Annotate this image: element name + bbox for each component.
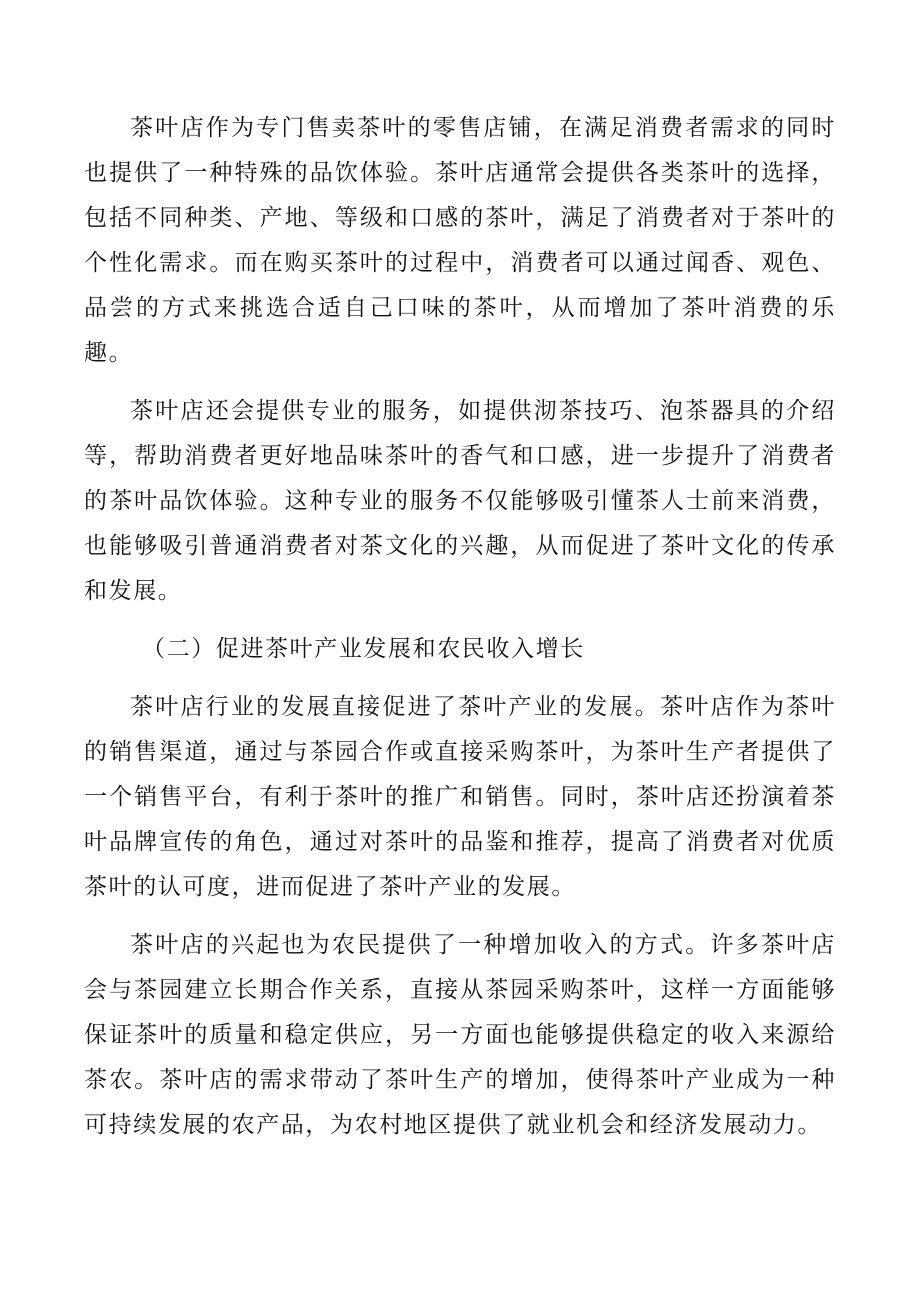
section-heading: （二）促进茶叶产业发展和农民收入增长 xyxy=(142,636,585,662)
paragraph-farmer-income: 茶叶店的兴起也为农民提供了一种增加收入的方式。许多茶叶店会与茶园建立长期合作关系，直接从茶园采购茶叶，这样一方面能够保证茶叶的质量和稳定供应，另一方面也能够提供稳定的收入来源给茶农。茶叶店的需求带动了茶叶生产的增加，使得茶叶产业成为一种可持续发展的农产品，为农村地区提供了就业机会和经济发展动力。 xyxy=(84,932,836,1138)
paragraph-tea-shop-experience: 茶叶店作为专门售卖茶叶的零售店铺，在满足消费者需求的同时也提供了一种特殊的品饮体验。茶叶店通常会提供各类茶叶的选择，包括不同种类、产地、等级和口感的茶叶，满足了消费者对于茶叶的个性化需求。而在购买茶叶的过程中，消费者可以通过闻香、观色、品尝的方式来挑选合适自己口味的茶叶，从而增加了茶叶消费的乐趣。 xyxy=(84,115,836,366)
document-body xyxy=(84,106,836,1161)
paragraph-industry-development: 茶叶店行业的发展直接促进了茶叶产业的发展。茶叶店作为茶叶的销售渠道，通过与茶园合作或直接采购茶叶，为茶叶生产者提供了一个销售平台，有利于茶叶的推广和销售。同时，茶叶店还扮演着茶叶品牌宣传的角色，通过对茶叶的品鉴和推荐，提高了消费者对优质茶叶的认可度，进而促进了茶叶产业的发展。 xyxy=(84,694,836,900)
paragraph-professional-service: 茶叶店还会提供专业的服务，如提供沏茶技巧、泡茶器具的介绍等，帮助消费者更好地品味茶叶的香气和口感，进一步提升了消费者的茶叶品饮体验。这种专业的服务不仅能够吸引懂茶人士前来消费，也能够吸引普通消费者对茶文化的兴趣，从而促进了茶叶文化的传承和发展。 xyxy=(84,398,836,604)
